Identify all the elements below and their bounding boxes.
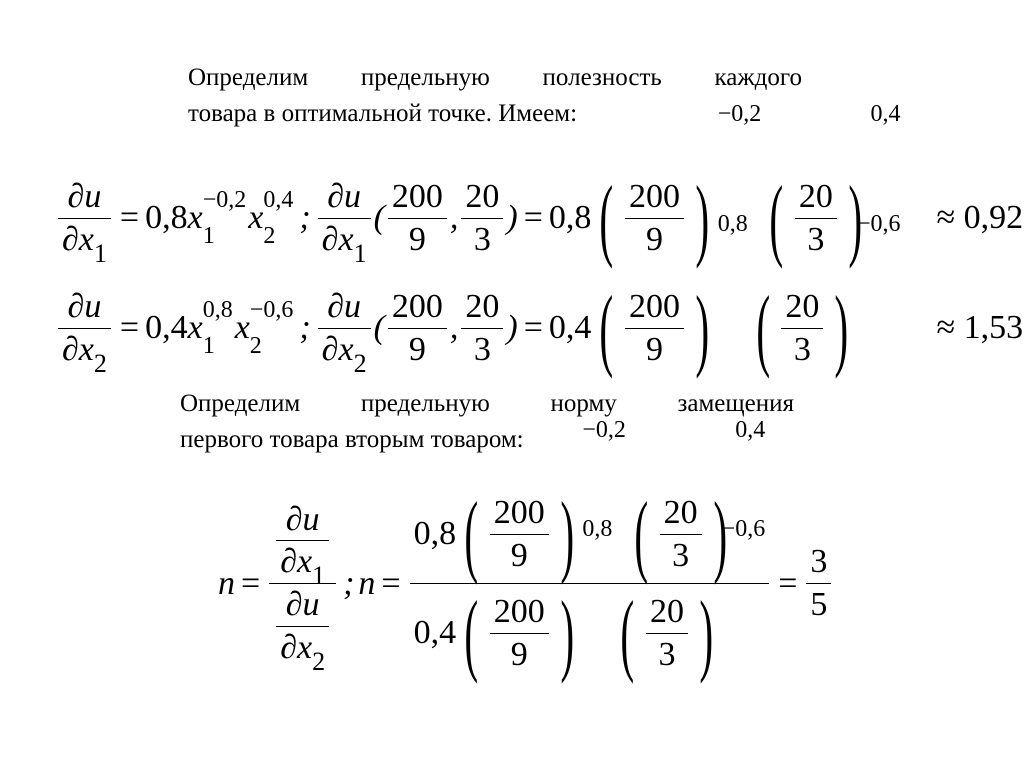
mrs-line-2: первого товара вторым товаром:: [180, 426, 524, 453]
intro-paragraph: [188, 60, 802, 132]
mrs-value-fraction: 0,8 ( $\frac{200}{9}$ ) −0,2 ( $\frac{20}{3}$ ) 0,4 0,4 ( $\frac{200}{9}$ ) 0,8 ( $\frac{20}{3}$ ) −0,6: [410, 488, 770, 679]
partial-fraction: $\frac{\partial u}{\partial x_1}$: [318, 179, 371, 257]
result-fraction: $\frac{3}{5}$: [806, 544, 831, 622]
equation-mrs: n = $\frac{\frac{\partial u}{\partial x_1}}{\frac{\partial u}{\partial x_2}}$ ; n = 0,8 ( $\frac{200}{9}$ ) −0,2 ( $\frac{20}{3}$ ) 0,4 0,4 ( $\frac{200}{9}$ ) 0,8 ( $\frac{20}{3}$ ) −0,6 = $\frac{3}{5}$: [218, 488, 834, 679]
partial-fraction: $\frac{\partial u}{\partial x_1}$: [58, 179, 111, 257]
equation-marginal-utility-2: $\frac{\partial u}{\partial x_2}$ = 0,4 x 0,8 1 x −0,6 2 ; $\frac{\partial u}{\partial x_2}$ ( $\frac{200}{9}$ , $\frac{20}{3}$ ) = 0,4 ( $\frac{200}{9}$ ) 0,8 ( $\frac{20}{3}$ ) −0,6 ≈ 1,53: [55, 282, 1023, 374]
mrs-fraction: $\frac{\frac{\partial u}{\partial x_1}}{\frac{\partial u}{\partial x_2}}$: [269, 502, 336, 666]
mrs-paragraph: [180, 386, 794, 458]
mrs-line-1: Определим предельную норму замещения: [180, 390, 794, 417]
partial-fraction: $\frac{\partial u}{\partial x_2}$: [318, 289, 371, 367]
intro-line-2: товара в оптимальной точке. Имеем:: [188, 100, 578, 127]
equation-marginal-utility-1: $\frac{\partial u}{\partial x_1}$ = 0,8 x −0,2 1 x 0,4 2 ; $\frac{\partial u}{\partial x_1}$ ( $\frac{200}{9}$ , $\frac{20}{3}$ ) = 0,8 ( $\frac{200}{9}$ ) −0,2 ( $\frac{20}{3}$ ) 0,4 ≈ 0,92: [55, 172, 1023, 264]
partial-fraction: $\frac{\partial u}{\partial x_2}$: [58, 289, 111, 367]
result-0-92: ≈ 0,92: [936, 199, 1024, 236]
result-1-53: ≈ 1,53: [936, 309, 1024, 346]
intro-line-1: Определим предельную полезность каждого: [188, 64, 802, 91]
